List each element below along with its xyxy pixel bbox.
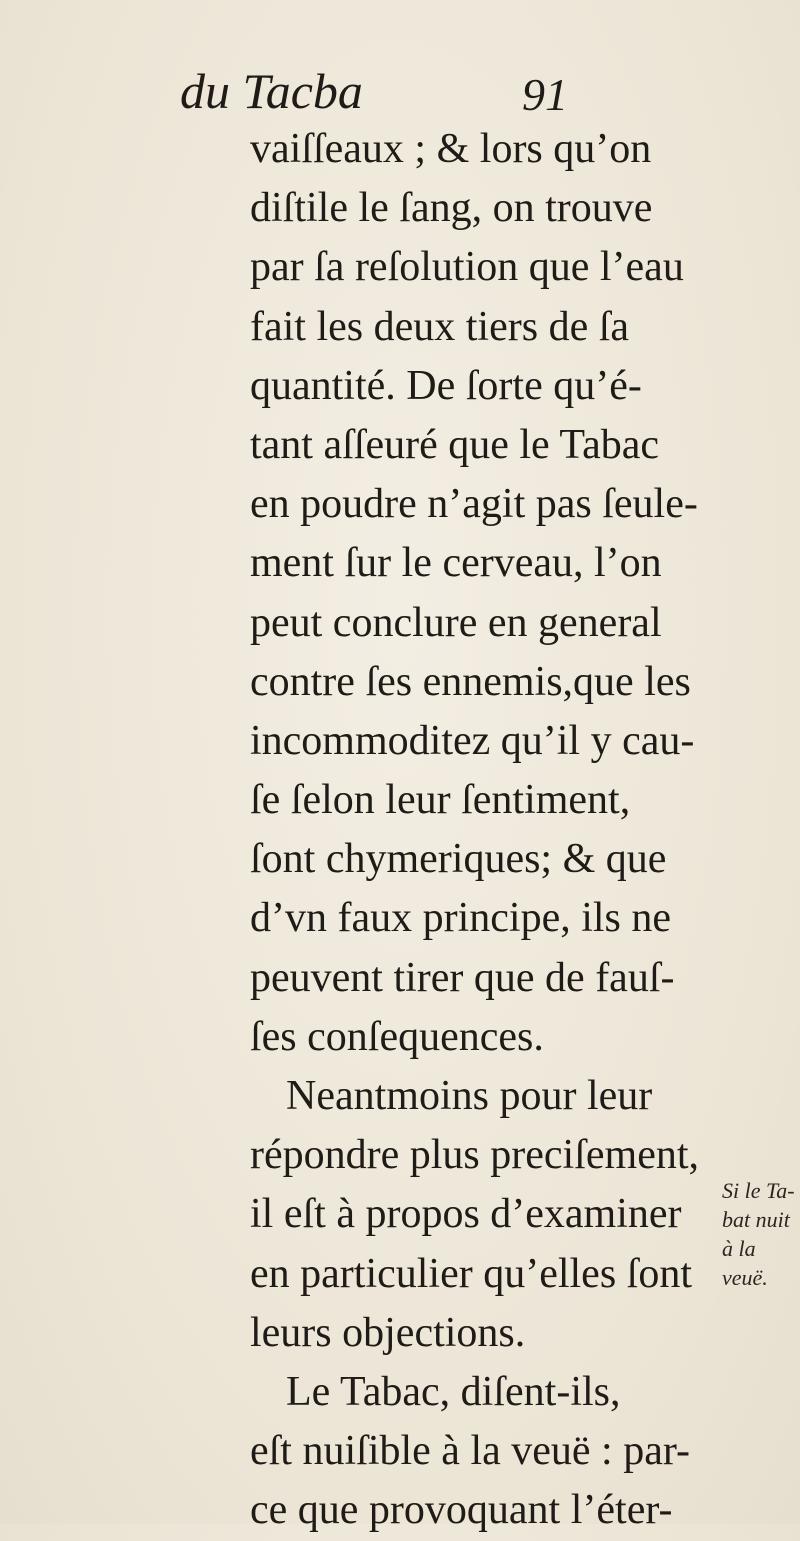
text-line: Neantmoins pour leur	[286, 1073, 653, 1119]
text-line: tant aſſeuré que le Tabac	[250, 421, 660, 468]
text-line: diſtile le ſang, on trouve	[250, 185, 653, 232]
text-line: eſt nuiſible à la veuë : par-	[250, 1428, 690, 1475]
text-line: leurs objections.	[250, 1309, 526, 1356]
text-line: en poudre n’agit pas ſeule-	[250, 481, 698, 528]
text-line: ſont chymeriques; & que	[250, 836, 667, 883]
margin-note-line: veuë.	[722, 1265, 768, 1290]
body-text	[250, 120, 720, 1541]
text-line: d’vn faux principe, ils ne	[250, 895, 672, 942]
text-line: ſes conſequences.	[250, 1013, 544, 1060]
text-line: Le Tabac, diſent-ils,	[286, 1368, 621, 1415]
text-line: en particulier qu’elles ſont	[250, 1250, 693, 1297]
margin-note-line: Si le Ta-	[722, 1178, 795, 1203]
text-line: il eſt à propos d’examiner	[250, 1191, 682, 1238]
text-line: vaiſſeaux ; & lors qu’on	[250, 126, 652, 172]
page-number: 91	[522, 69, 568, 120]
text-line: fait les deux tiers de ſa	[250, 303, 630, 350]
text-line: peut conclure en general	[250, 599, 662, 646]
margin-note	[722, 1176, 800, 1292]
text-line: incommoditez qu’il y cau-	[250, 717, 695, 764]
text-line: ſe ſelon leur ſentiment,	[250, 777, 631, 824]
margin-note-line: à la	[722, 1236, 756, 1261]
text-line: peuvent tirer que de fauſ-	[250, 954, 675, 1001]
text-line: ment ſur le cerveau, l’on	[250, 540, 662, 587]
text-line: quantité. De ſorte qu’é-	[250, 362, 642, 409]
text-line: ce que provoquant l’éter-	[250, 1487, 673, 1534]
text-line: par ſa reſolution que l’eau	[250, 244, 684, 291]
margin-note-line: bat nuit	[722, 1207, 790, 1232]
text-line: répondre plus preciſement,	[250, 1132, 699, 1179]
text-line: contre ſes ennemis,que les	[250, 658, 691, 705]
running-head: du Tacba	[180, 63, 363, 119]
